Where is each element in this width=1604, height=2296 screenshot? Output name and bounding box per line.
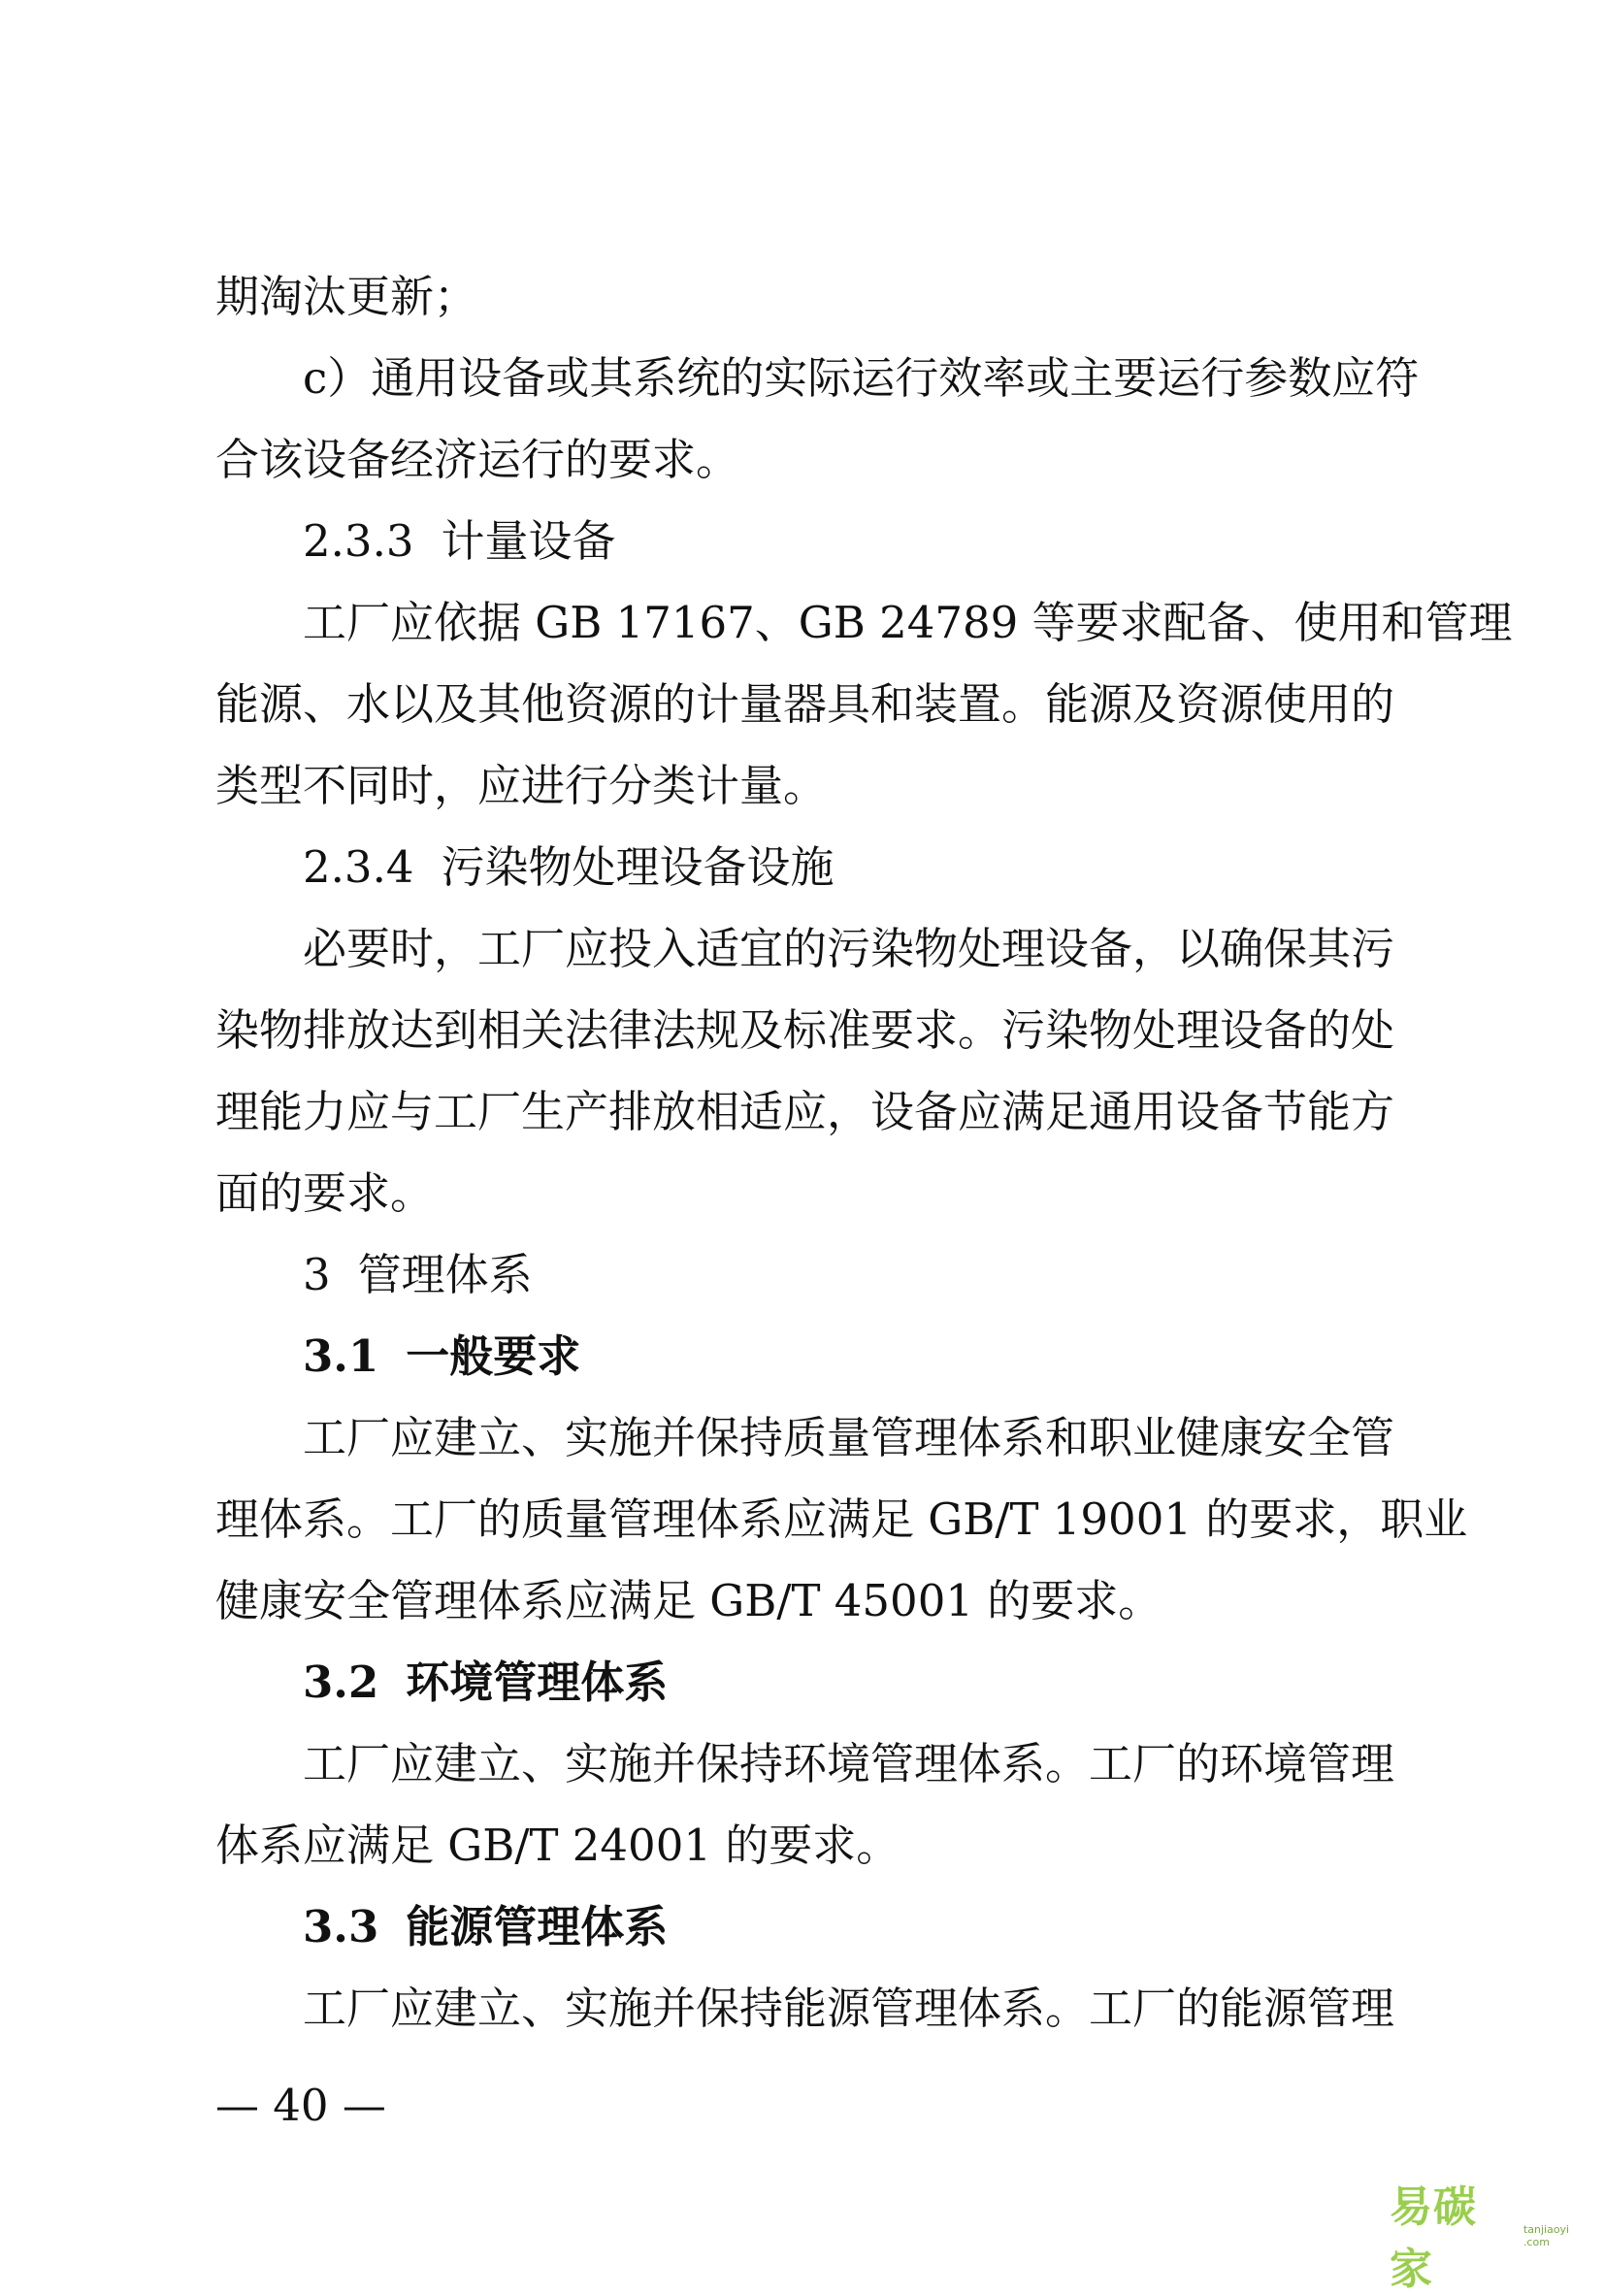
section-heading-3-2 bbox=[303, 1642, 668, 1723]
section-heading-2-3-4 bbox=[303, 827, 835, 908]
paragraph-line: 能源、水以及其他资源的计量器具和装置。能源及资源使用的 bbox=[215, 678, 1395, 730]
paragraph-line: 工厂应建立、实施并保持能源管理体系。工厂的能源管理 bbox=[303, 1983, 1395, 2034]
watermark-brand: 易碳家 bbox=[1390, 2182, 1477, 2294]
paragraph-line: 面的要求。 bbox=[215, 1167, 435, 1219]
paragraph-line: 工厂应建立、实施并保持质量管理体系和职业健康安全管 bbox=[303, 1412, 1395, 1463]
page-number: — 40 — bbox=[215, 2080, 386, 2131]
section-title: 环境管理体系 bbox=[406, 1656, 669, 1708]
section-heading-3-1 bbox=[303, 1316, 580, 1397]
section-title: 计量设备 bbox=[441, 515, 616, 567]
section-title: 污染物处理设备设施 bbox=[441, 841, 835, 893]
paragraph-line: 工厂应依据 GB 17167、GB 24789 等要求配备、使用和管理 bbox=[303, 597, 1513, 648]
paragraph-line: c）通用设备或其系统的实际运行效率或主要运行参数应符 bbox=[303, 352, 1420, 404]
section-number: 3 bbox=[303, 1249, 331, 1300]
section-number: 3.1 bbox=[303, 1330, 379, 1382]
paragraph-line: 必要时，工厂应投入适宜的污染物处理设备，以确保其污 bbox=[303, 923, 1395, 974]
section-heading-2-3-3 bbox=[303, 501, 616, 582]
paragraph-line: 健康安全管理体系应满足 GB/T 45001 的要求。 bbox=[215, 1575, 1162, 1626]
watermark-logo bbox=[1390, 2182, 1598, 2294]
paragraph-line: 理体系。工厂的质量管理体系应满足 GB/T 19001 的要求，职业 bbox=[215, 1493, 1468, 1545]
section-title: 能源管理体系 bbox=[406, 1901, 669, 1952]
paragraph-line: 染物排放达到相关法律法规及标准要求。污染物处理设备的处 bbox=[215, 1004, 1395, 1056]
paragraph-line: 体系应满足 GB/T 24001 的要求。 bbox=[215, 1820, 900, 1871]
section-number: 3.2 bbox=[303, 1656, 379, 1708]
section-heading-3-3 bbox=[303, 1886, 668, 1968]
paragraph-line: 类型不同时，应进行分类计量。 bbox=[215, 760, 828, 811]
paragraph-line: 理能力应与工厂生产排放相适应，设备应满足通用设备节能方 bbox=[215, 1086, 1395, 1137]
section-number: 3.3 bbox=[303, 1901, 379, 1952]
section-number: 2.3.4 bbox=[303, 841, 414, 893]
section-title: 管理体系 bbox=[357, 1249, 533, 1300]
paragraph-line: 合该设备经济运行的要求。 bbox=[215, 434, 740, 485]
paragraph-line: 工厂应建立、实施并保持环境管理体系。工厂的环境管理 bbox=[303, 1738, 1395, 1789]
watermark-domain: tanjiaoyi .com bbox=[1522, 2223, 1570, 2248]
paragraph-line: 期淘汰更新； bbox=[215, 271, 478, 322]
chapter-heading-3 bbox=[303, 1234, 533, 1316]
section-number: 2.3.3 bbox=[303, 515, 414, 567]
section-title: 一般要求 bbox=[406, 1330, 581, 1382]
